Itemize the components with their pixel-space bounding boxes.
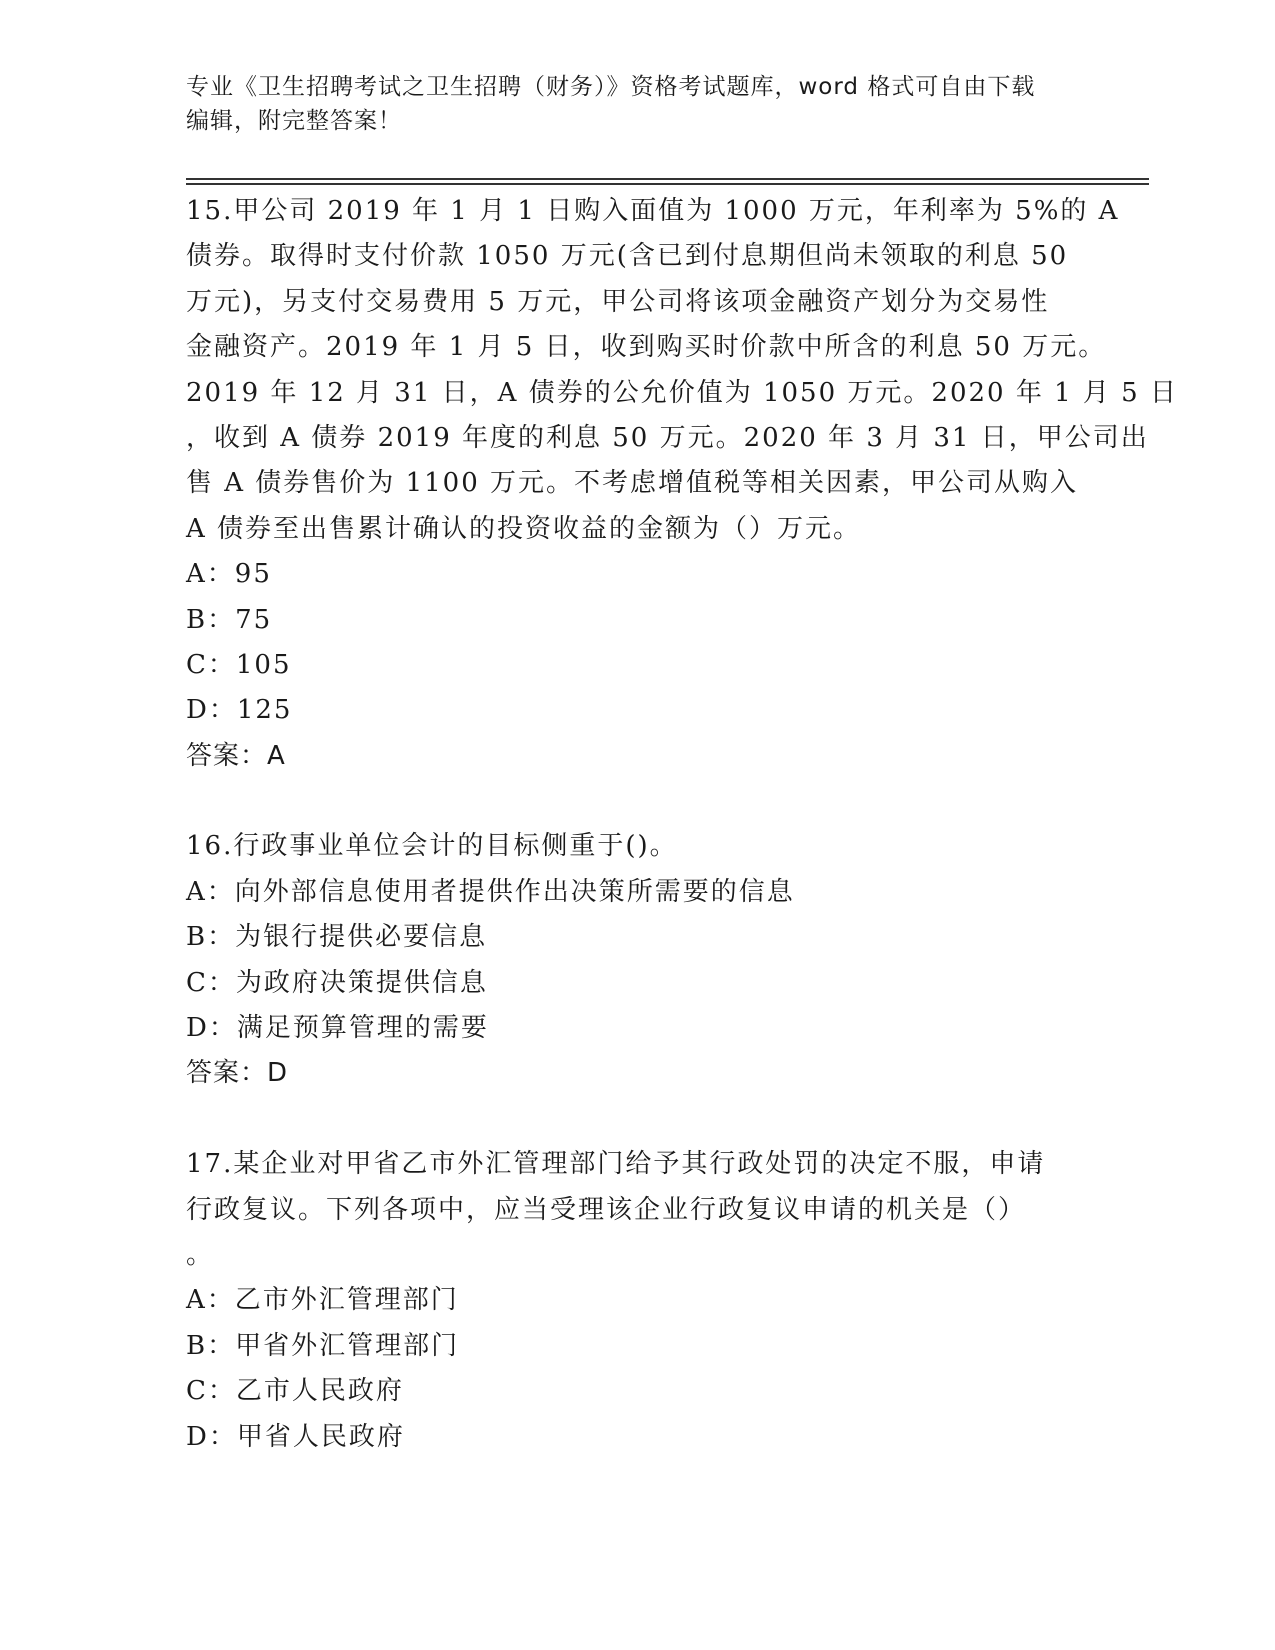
question-text-line: 16.行政事业单位会计的目标侧重于()。 (186, 831, 678, 862)
option-c: C：乙市人民政府 (186, 1376, 404, 1407)
option-c: C：105 (186, 649, 292, 680)
question-text-line: 2019 年 12 月 31 日，A 债券的公允价值为 1050 万元。2020 年 1 月 5 日 (186, 377, 1178, 408)
question-text-line: 。 (186, 1239, 215, 1270)
question-17 (186, 1142, 1086, 1460)
header-divider-bottom (186, 183, 1149, 185)
question-list (186, 189, 1178, 1460)
question-text-line: 17.某企业对甲省乙市外汇管理部门给予其行政处罚的决定不服，申请 (186, 1149, 1046, 1180)
spacer (186, 1097, 1086, 1142)
option-b: B：为银行提供必要信息 (186, 922, 488, 953)
document-header (186, 70, 1086, 138)
option-d: D：125 (186, 695, 293, 726)
answer-key: 答案：D (186, 1058, 289, 1089)
question-text-line: 15.甲公司 2019 年 1 月 1 日购入面值为 1000 万元，年利率为 5%的 A (186, 196, 1120, 226)
option-c: C：为政府决策提供信息 (186, 967, 488, 998)
header-divider-top (186, 178, 1149, 180)
answer-key: 答案：A (186, 740, 286, 771)
option-b: B：甲省外汇管理部门 (186, 1330, 460, 1361)
question-text-line: 万元)，另支付交易费用 5 万元，甲公司将该项金融资产划分为交易性 (186, 286, 1050, 317)
question-text-line: 售 A 债券售价为 1100 万元。不考虑增值税等相关因素，甲公司从购入 (186, 468, 1079, 499)
question-text-line: A 债券至出售累计确认的投资收益的金额为（）万元。 (186, 513, 862, 544)
spacer (186, 779, 1086, 824)
header-line-2: 编辑，附完整答案！ (186, 108, 402, 134)
header-line-1: 专业《卫生招聘考试之卫生招聘（财务）》资格考试题库，word 格式可自由下载 (186, 74, 1036, 100)
question-text-line: 债券。取得时支付价款 1050 万元(含已到付息期但尚未领取的利息 50 (186, 241, 1069, 272)
question-text-line: 金融资产。2019 年 1 月 5 日，收到购买时价款中所含的利息 50 万元。 (186, 332, 1107, 363)
question-text-line: 行政复议。下列各项中，应当受理该企业行政复议申请的机关是（） (186, 1194, 1027, 1225)
option-d: D：满足预算管理的需要 (186, 1013, 489, 1044)
question-16 (186, 824, 1086, 1096)
option-b: B：75 (186, 604, 273, 635)
question-text-line: ，收到 A 债券 2019 年度的利息 50 万元。2020 年 3 月 31 日，甲公司出 (186, 422, 1149, 453)
question-15 (186, 189, 1178, 779)
option-a: A：95 (186, 559, 272, 590)
option-a: A：向外部信息使用者提供作出决策所需要的信息 (186, 876, 795, 907)
option-a: A：乙市外汇管理部门 (186, 1285, 459, 1316)
option-d: D：甲省人民政府 (186, 1421, 405, 1452)
